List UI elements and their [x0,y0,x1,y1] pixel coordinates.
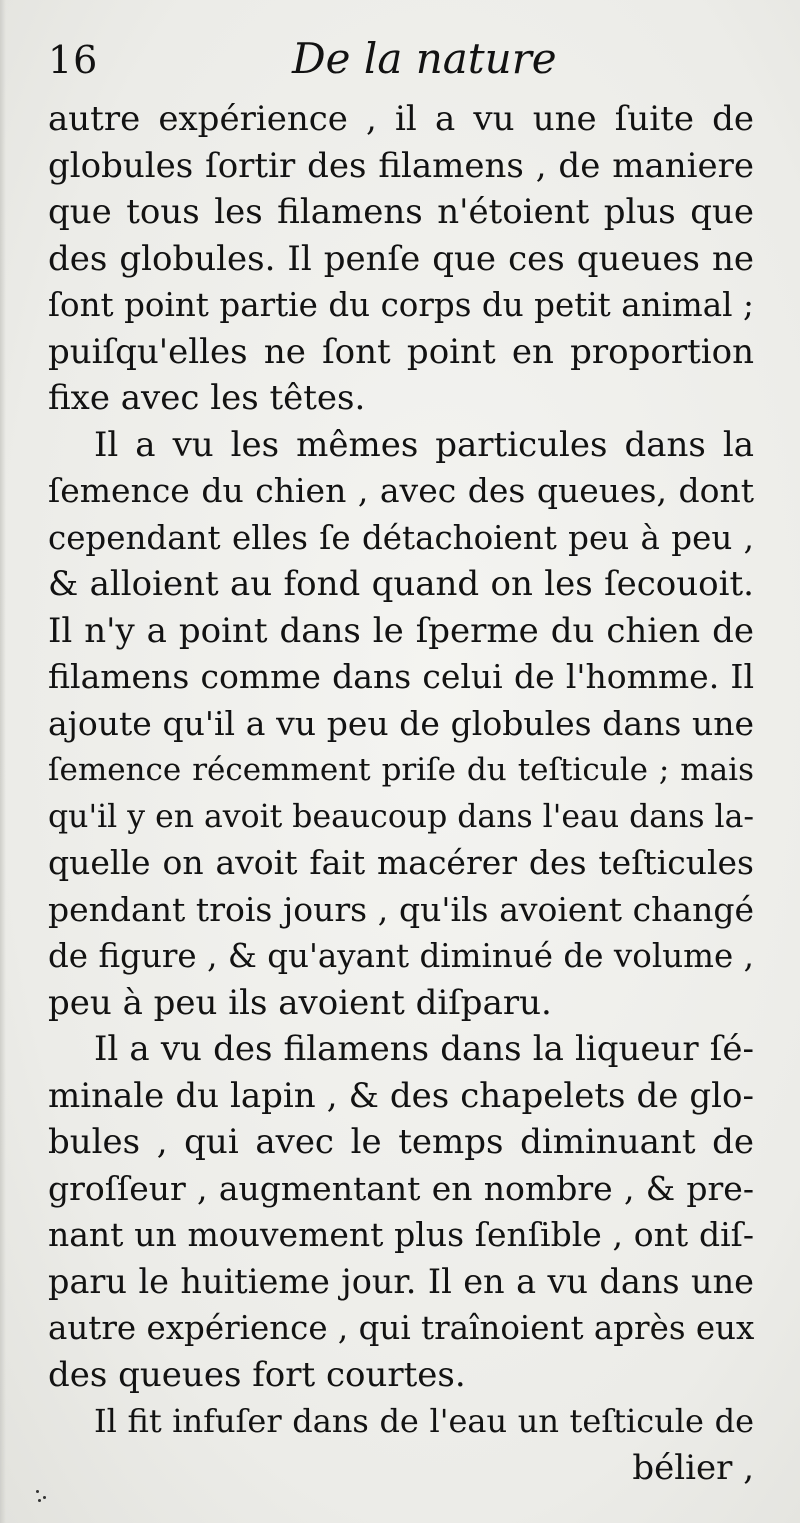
body-text [48,96,754,1491]
text-line: des queues fort courtes. [48,1354,466,1395]
text-line: ajoute qu'il a vu peu de globules dans une [48,703,754,743]
page-number: 16 [48,38,99,82]
text-line: globules ſortir des filamens , de maniere [48,145,754,186]
text-line: ſont point partie du corps du petit animal ; [48,286,754,324]
page-edge-shadow [0,0,6,1523]
page-header [48,28,754,88]
text-line: puiſqu'elles ne ſont point en proportion [48,331,754,372]
text-line: Il n'y a point dans le ſperme du chien de [48,610,754,651]
text-line: cependant elles ſe détachoient peu à peu , [48,518,754,557]
text-line: pendant trois jours , qu'ils avoient changé [48,889,754,929]
text-line: fixe avec les têtes. [48,378,366,418]
text-line: ſemence du chien , avec des queues, dont [48,471,754,510]
ink-specks [34,1488,50,1504]
text-line: ſemence récemment priſe du teſticule ; mais [48,752,754,788]
text-line: des globules. Il penſe que ces queues ne [48,238,754,279]
text-line: qu'il y en avoit beaucoup dans l'eau dans la- [48,798,755,835]
text-line: & alloient au fond quand on les ſecouoit. [48,564,754,604]
catchword: bélier , [632,1447,754,1488]
text-line: Il fit infuſer dans de l'eau un teſticule de [94,1402,754,1440]
text-line: minale du lapin , & des chapelets de glo- [48,1075,754,1116]
text-line: groſſeur , augmentant en nombre , & pre- [48,1168,754,1208]
text-line: paru le huitieme jour. Il en a vu dans une [48,1261,754,1301]
text-line: quelle on avoit fait macérer des teſticules [48,843,754,882]
text-line: de figure , & qu'ayant diminué de volume , [48,937,754,975]
text-line: Il a vu les mêmes particules dans la [94,424,754,465]
text-line: Il a vu des filamens dans la liqueur ſé- [94,1029,754,1069]
text-line: autre expérience , qui traînoient après eux [48,1309,755,1347]
running-title: De la nature [292,34,557,83]
text-line: que tous les filamens n'étoient plus que [48,192,754,232]
text-line: peu à peu ils avoient diſparu. [48,982,552,1023]
text-line: bules , qui avec le temps diminuant de [48,1122,754,1162]
text-line: nant un mouvement plus ſenſible , ont diſ- [48,1215,754,1254]
text-line: autre expérience , il a vu une ſuite de [48,99,754,139]
text-line: filamens comme dans celui de l'homme. Il [48,657,754,696]
